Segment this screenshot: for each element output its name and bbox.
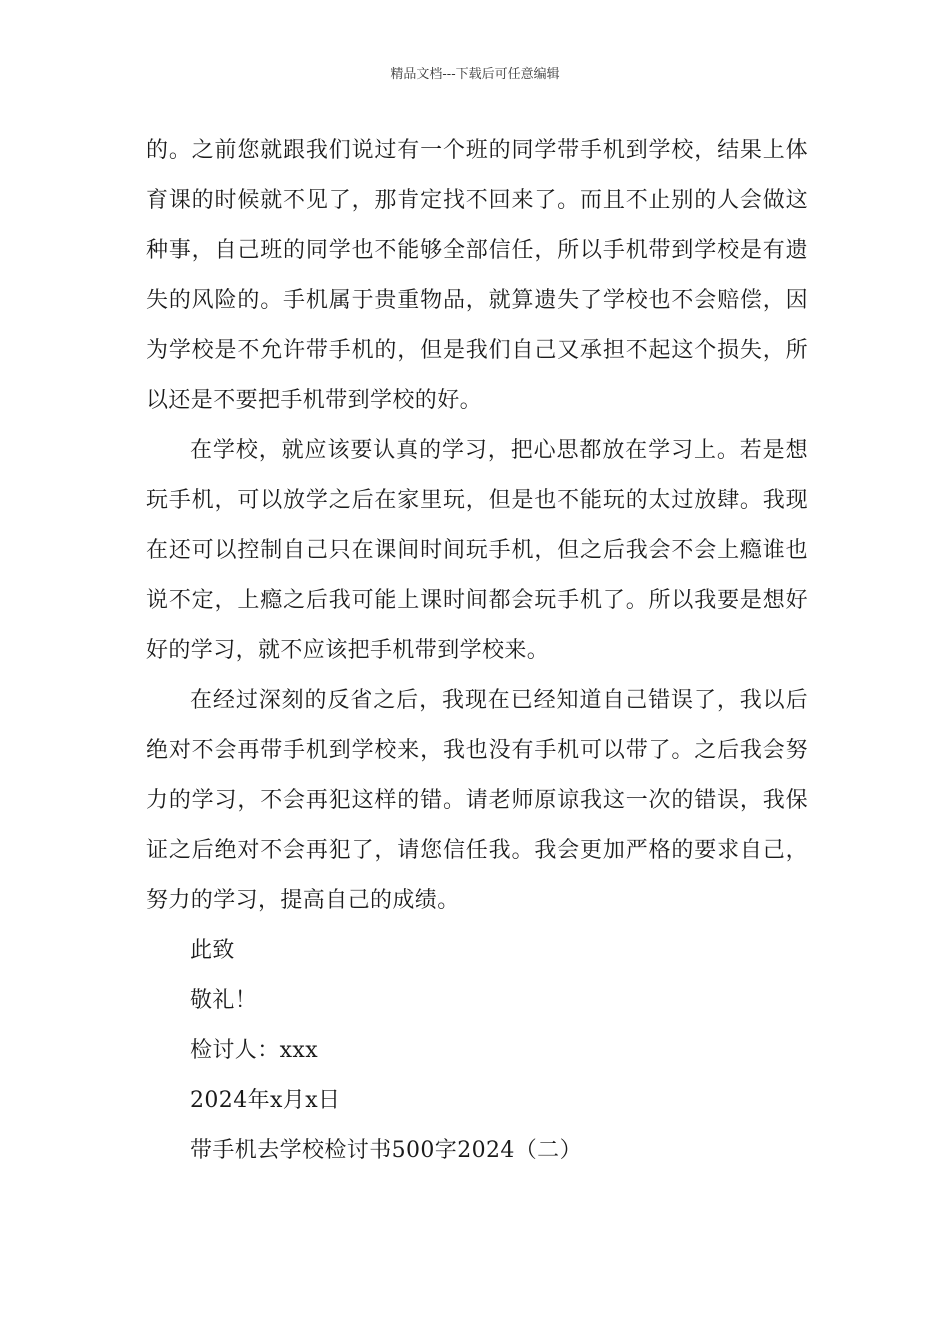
page-header: 精品文档---下载后可任意编辑 <box>390 67 560 82</box>
closing-regards: 敬礼！ <box>190 988 258 1013</box>
document-body <box>146 126 808 1176</box>
paragraph-study-focus: 在学校，就应该要认真的学习，把心思都放在学习上。若是想玩手机，可以放学之后在家里玩，但是也不能玩的太过放肆。我现在还可以控制自己只在课间时间玩手机，但之后我会不会上瘾谁也说不定，上瘾之后我可能上课时间都会玩手机了。所以我要是想好好的学习，就不应该把手机带到学校来。 <box>146 438 808 663</box>
date-line: 2024年x月x日 <box>190 1088 341 1113</box>
paragraph-continuation: 的。之前您就跟我们说过有一个班的同学带手机到学校，结果上体育课的时候就不见了，那肯定找不回来了。而且不止别的人会做这种事，自己班的同学也不能够全部信任，所以手机带到学校是有遗失的风险的。手机属于贵重物品，就算遗失了学校也不会赔偿，因为学校是不允许带手机的，但是我们自己又承担不起这个损失，所以还是不要把手机带到学校的好。 <box>146 138 808 413</box>
author-line: 检讨人：xxx <box>190 1038 319 1063</box>
paragraph-reflection: 在经过深刻的反省之后，我现在已经知道自己错误了，我以后绝对不会再带手机到学校来，我也没有手机可以带了。之后我会努力的学习，不会再犯这样的错。请老师原谅我这一次的错误，我保证之后绝对不会再犯了，请您信任我。我会更加严格的要求自己，努力的学习，提高自己的成绩。 <box>146 688 808 913</box>
closing-salutation: 此致 <box>190 938 235 963</box>
next-section-title: 带手机去学校检讨书500字2024（二） <box>190 1138 582 1163</box>
